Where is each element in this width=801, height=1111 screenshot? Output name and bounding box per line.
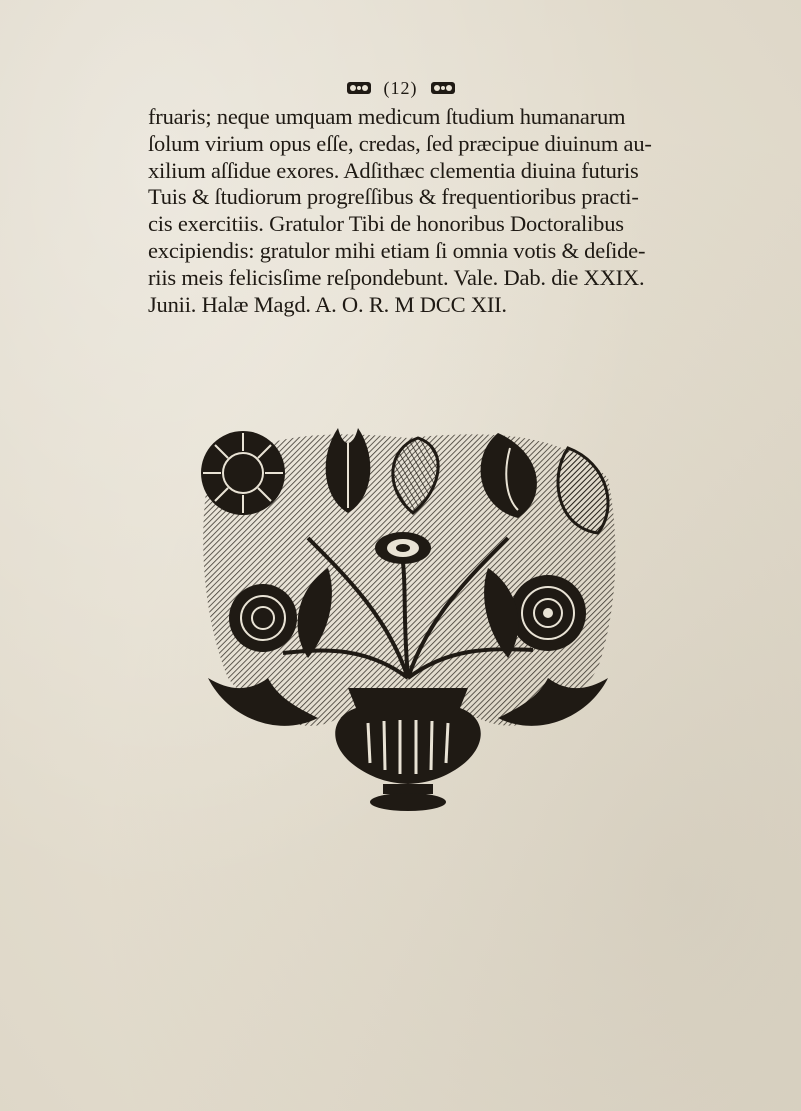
page-number: (12)	[383, 78, 418, 99]
text-line: xilium aſſidue exores. Adſithæc clementia diuina futuris	[148, 157, 639, 183]
page-header	[0, 75, 801, 100]
text-line: Junii. Halæ Magd. A. O. R. M DCC XII.	[148, 291, 507, 317]
right-ornament-icon	[430, 80, 456, 96]
text-line: ſolum virium opus eſſe, credas, ſed præcipue diuinum au-	[148, 130, 652, 156]
text-line: excipiendis: gratulor mihi etiam ſi omnia votis & deſide-	[148, 237, 646, 263]
left-ornament-icon	[346, 80, 372, 96]
text-line: cis exercitiis. Gratulor Tibi de honoribus Doctoralibus	[148, 211, 624, 237]
text-line: riis meis felicisſime reſpondebunt. Vale. Dab. die XXIX.	[148, 264, 645, 290]
text-line: fruaris; neque umquam medicum ſtudium humanarum	[148, 104, 626, 129]
floral-vase-icon	[188, 418, 628, 814]
body-text	[148, 104, 798, 318]
text-line: Tuis & ſtudiorum progreſſibus & frequentioribus practi-	[148, 184, 639, 210]
